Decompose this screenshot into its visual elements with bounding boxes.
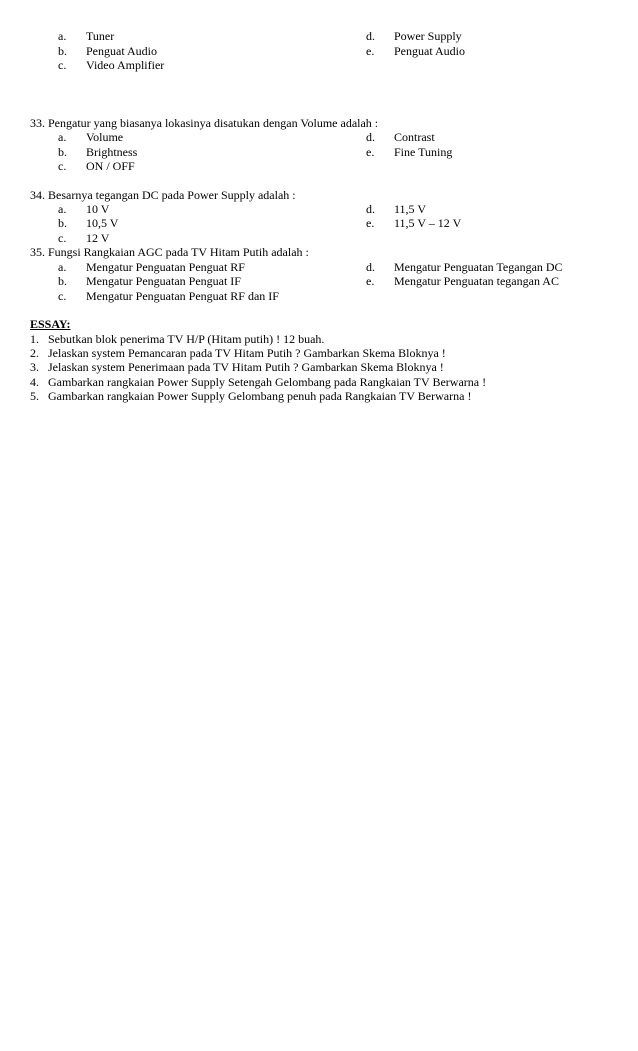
question-33: 33. Pengatur yang biasanya lokasinya disatukan dengan Volume adalah :	[30, 116, 379, 130]
essay-item-text: Gambarkan rangkaian Power Supply Gelombang penuh pada Rangkaian TV Berwarna !	[48, 389, 472, 403]
q33-option-row-1	[0, 130, 638, 145]
q35-option-row-3	[0, 289, 638, 304]
option-text: Mengatur Penguatan tegangan AC	[394, 274, 559, 288]
option-letter: e.	[366, 44, 375, 58]
essay-item-text: Jelaskan system Penerimaan pada TV Hitam Putih ? Gambarkan Skema Bloknya !	[48, 360, 444, 374]
essay-item-text: Sebutkan blok penerima TV H/P (Hitam putih) ! 12 buah.	[48, 332, 325, 346]
option-letter: e.	[366, 216, 375, 230]
option-text: Mengatur Penguatan Tegangan DC	[394, 260, 563, 274]
option-letter: b.	[58, 216, 67, 230]
option-text: Volume	[86, 130, 124, 144]
question-34: 34. Besarnya tegangan DC pada Power Supply adalah :	[30, 188, 296, 202]
option-letter: d.	[366, 202, 375, 216]
essay-item-number: 2.	[30, 346, 39, 360]
option-text: Power Supply	[394, 29, 462, 43]
option-letter: a.	[58, 260, 67, 274]
essay-item	[0, 375, 638, 390]
option-text: 10,5 V	[86, 216, 119, 230]
q34-option-row-3	[0, 231, 638, 246]
essay-item-number: 4.	[30, 375, 39, 389]
option-text: Video Amplifier	[86, 58, 165, 72]
option-letter: b.	[58, 145, 67, 159]
option-letter: e.	[366, 145, 375, 159]
essay-item-number: 3.	[30, 360, 39, 374]
option-letter: a.	[58, 29, 67, 43]
option-text: Brightness	[86, 145, 138, 159]
option-text: Fine Tuning	[394, 145, 453, 159]
option-text: Mengatur Penguatan Penguat RF	[86, 260, 245, 274]
option-letter: d.	[366, 29, 375, 43]
q32-option-row-1	[0, 29, 638, 44]
option-text: Mengatur Penguatan Penguat RF dan IF	[86, 289, 279, 303]
option-text: Tuner	[86, 29, 115, 43]
essay-item	[0, 360, 638, 375]
question-35: 35. Fungsi Rangkaian AGC pada TV Hitam Putih adalah :	[30, 245, 309, 259]
essay-item-text: Jelaskan system Pemancaran pada TV Hitam Putih ? Gambarkan Skema Bloknya !	[48, 346, 446, 360]
option-letter: b.	[58, 274, 67, 288]
essay-item-number: 5.	[30, 389, 39, 403]
option-letter: c.	[58, 159, 67, 173]
q34-option-row-1	[0, 202, 638, 217]
option-text: ON / OFF	[86, 159, 135, 173]
essay-item	[0, 346, 638, 361]
option-letter: a.	[58, 202, 67, 216]
option-text: Mengatur Penguatan Penguat IF	[86, 274, 241, 288]
q33-option-row-2	[0, 145, 638, 160]
option-text: 11,5 V	[394, 202, 427, 216]
option-letter: d.	[366, 260, 375, 274]
option-letter: c.	[58, 231, 67, 245]
option-text: Contrast	[394, 130, 435, 144]
option-letter: c.	[58, 58, 67, 72]
q35-option-row-1	[0, 260, 638, 275]
option-text: 12 V	[86, 231, 110, 245]
q34-option-row-2	[0, 216, 638, 231]
essay-item	[0, 332, 638, 347]
option-letter: d.	[366, 130, 375, 144]
q32-option-row-2	[0, 44, 638, 59]
option-text: Penguat Audio	[86, 44, 157, 58]
essay-heading: ESSAY:	[30, 317, 71, 331]
essay-item-text: Gambarkan rangkaian Power Supply Setengah Gelombang pada Rangkaian TV Berwarna !	[48, 375, 487, 389]
option-text: 11,5 V – 12 V	[394, 216, 462, 230]
option-letter: e.	[366, 274, 375, 288]
option-letter: b.	[58, 44, 67, 58]
q33-option-row-3	[0, 159, 638, 174]
q32-option-row-3	[0, 58, 638, 73]
q35-option-row-2	[0, 274, 638, 289]
option-text: Penguat Audio	[394, 44, 465, 58]
essay-item	[0, 389, 638, 404]
essay-item-number: 1.	[30, 332, 39, 346]
option-letter: c.	[58, 289, 67, 303]
option-letter: a.	[58, 130, 67, 144]
option-text: 10 V	[86, 202, 110, 216]
